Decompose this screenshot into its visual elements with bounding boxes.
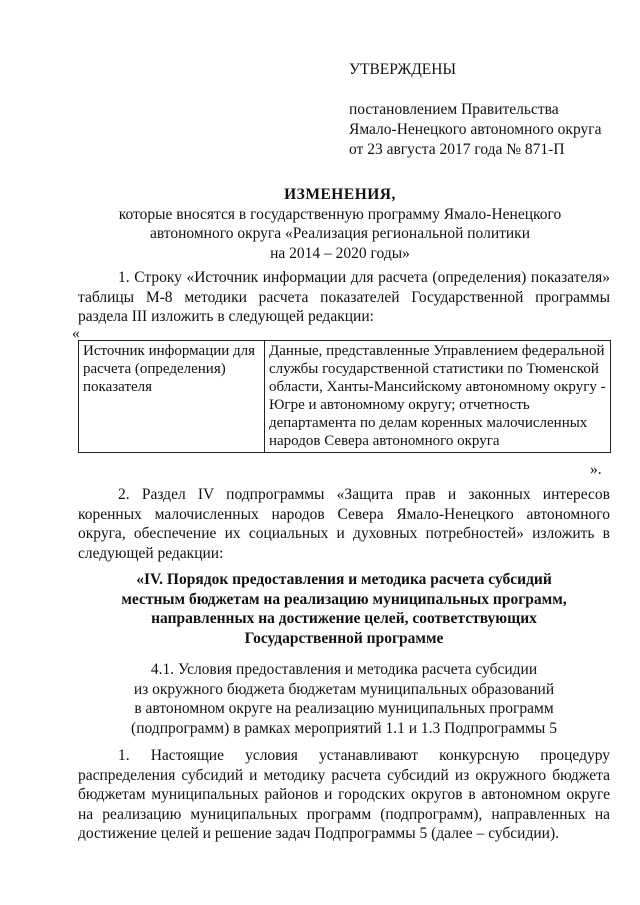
item-1-paragraph: 1. Строку «Источник информации для расчета (определения) показателя» таблицы М-8 методики расчета показателей Государственной программы раздела III изложить в следующей редакции: [78,269,610,325]
title-line: автономного округа «Реализация региональной политики [149,225,531,242]
paragraph-1: 1. Настоящие условия устанавливают конкурсную процедуру распределения субсидий и методику расчета субсидий из окружного бюджета бюджетам муниципальных районов и городских округов в автономном округе на реализацию муниципальных программ (подпрограмм), направленных на достижение целей и решение задач Подпрограммы 5 (далее – субсидии). [78,747,610,842]
section-title [78,570,610,648]
approval-line: Ямало-Ненецкого автономного округа [349,121,602,138]
document-title [70,185,610,263]
subsection-title-line: в автономном округе на реализацию муниципальных программ [134,700,554,717]
title-line: которые вносятся в государственную программу Ямало-Ненецкого [118,205,562,223]
approval-line: постановлением Правительства [349,101,559,118]
section-title-line: Государственной программе [244,629,444,647]
section-title-line: направленных на достижение целей, соответствующих [151,610,537,627]
subsection-title-line: (подпрограмм) в рамках мероприятий 1.1 и 1.3 Подпрограммы 5 [131,719,557,737]
subsection-title-line: из окружного бюджета бюджетам муниципальных образований [133,680,555,698]
subsection-title [78,660,610,738]
quote-open: « [72,325,80,342]
section-title-line: «IV. Порядок предоставления и методика расчета субсидий [136,571,552,588]
table-cell-label: Источник информации для расчета (определения) показателя [79,341,265,453]
approval-heading: УТВЕРЖДЕНЫ [349,61,456,78]
approval-stamp [349,60,619,160]
approval-line: от 23 августа 2017 года № 871-П [349,141,565,158]
title-line: на 2014 – 2020 годы» [270,244,410,262]
title-main: ИЗМЕНЕНИЯ, [284,186,396,203]
item-2-paragraph: 2. Раздел IV подпрограммы «Защита прав и законных интересов коренных малочисленных народов Севера Ямало-Ненецкого автономного округа, обеспечение их социальных и духовных потребностей» изложить в следующей редакции: [78,486,610,562]
subsection-title-line: 4.1. Условия предоставления и методика расчета субсидии [150,661,538,678]
section-title-line: местным бюджетам на реализацию муниципальных программ, [121,590,567,608]
source-table [78,340,611,453]
table-row [79,341,611,453]
table-cell-value: Данные, представленные Управлением федеральной службы государственной статистики по Тюменской области, Ханты-Мансийскому автономному округу - Югре и автономному округу; отчетность департамента по делам коренных малочисленных народов Севера автономного округа [265,341,611,453]
quote-close: ». [590,461,602,478]
